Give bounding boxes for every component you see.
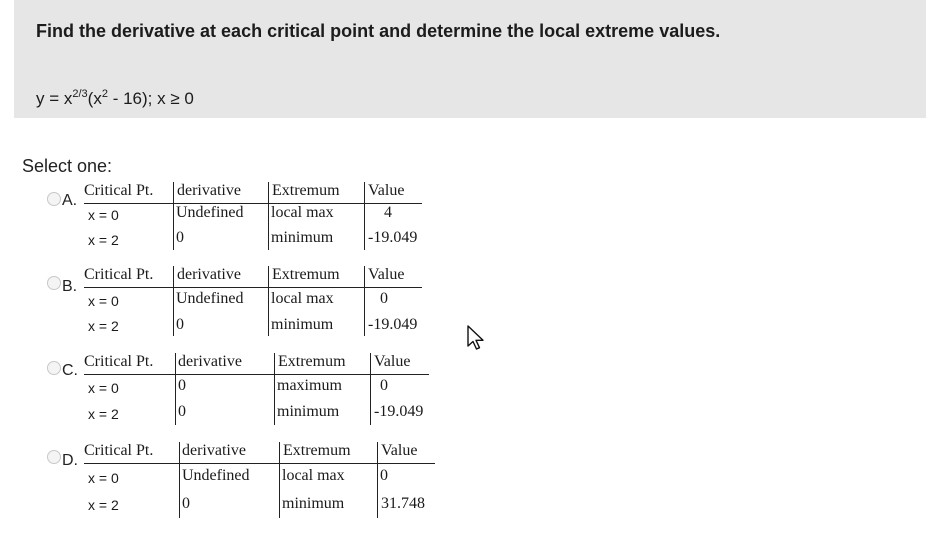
equation-mid: (x <box>87 89 102 108</box>
equation-suffix: - 16); x ≥ 0 <box>107 89 194 108</box>
column-divider <box>364 182 365 250</box>
row-derivative: Undefined <box>176 204 244 221</box>
row-extremum: local max <box>271 290 334 307</box>
header-rule <box>84 463 435 464</box>
row-extremum: local max <box>271 204 334 221</box>
column-divider <box>370 353 371 425</box>
option-d-radio[interactable] <box>47 450 61 464</box>
row-derivative: 0 <box>178 377 186 394</box>
row-derivative: 0 <box>182 495 190 512</box>
row-derivative: Undefined <box>182 467 250 484</box>
row-value: -19.049 <box>368 316 418 333</box>
option-a-radio[interactable] <box>47 192 61 206</box>
row-value: -19.049 <box>374 403 424 420</box>
row-extremum: minimum <box>271 229 334 246</box>
header-derivative: derivative <box>177 266 241 283</box>
header-value: Value <box>381 442 418 459</box>
option-c-radio[interactable] <box>47 361 61 375</box>
row-value: 0 <box>380 377 388 394</box>
equation-exponent: 2/3 <box>72 88 88 100</box>
header-derivative: derivative <box>178 353 242 370</box>
row-extremum: local max <box>282 467 345 484</box>
row-extremum: maximum <box>277 377 342 394</box>
header-value: Value <box>368 182 405 199</box>
row-derivative: Undefined <box>176 290 244 307</box>
question-equation <box>36 88 194 109</box>
row-derivative: 0 <box>176 229 184 246</box>
header-critical: Critical Pt. <box>84 442 154 459</box>
header-rule <box>84 374 429 375</box>
option-letter: D. <box>62 452 78 469</box>
column-divider <box>179 442 180 518</box>
header-rule <box>84 287 422 288</box>
column-divider <box>268 266 269 336</box>
column-divider <box>364 266 365 336</box>
row-value: -19.049 <box>368 229 418 246</box>
row-extremum: minimum <box>271 316 334 333</box>
row-critical-point: x = 2 <box>88 497 119 513</box>
column-divider <box>377 442 378 518</box>
row-extremum: minimum <box>277 403 340 420</box>
option-b-radio[interactable] <box>47 276 61 290</box>
column-divider <box>173 266 174 336</box>
header-critical: Critical Pt. <box>84 182 154 199</box>
equation-prefix: y = x <box>36 89 73 108</box>
header-value: Value <box>368 266 405 283</box>
header-extremum: Extremum <box>283 442 351 459</box>
row-critical-point: x = 2 <box>88 318 119 334</box>
mouse-pointer-icon <box>466 325 486 351</box>
column-divider <box>173 182 174 250</box>
column-divider <box>268 182 269 250</box>
row-extremum: minimum <box>282 495 345 512</box>
header-derivative: derivative <box>182 442 246 459</box>
header-critical: Critical Pt. <box>84 353 154 370</box>
row-value: 4 <box>384 204 392 221</box>
option-letter: A. <box>62 192 78 209</box>
row-value: 0 <box>380 290 388 307</box>
header-value: Value <box>374 353 411 370</box>
row-critical-point: x = 0 <box>88 470 119 486</box>
row-critical-point: x = 2 <box>88 232 119 248</box>
column-divider <box>274 353 275 425</box>
select-one-label: Select one: <box>22 156 113 176</box>
column-divider <box>279 442 280 518</box>
option-letter: C. <box>62 362 78 379</box>
row-critical-point: x = 0 <box>88 293 119 309</box>
header-rule <box>84 203 422 204</box>
row-derivative: 0 <box>178 403 186 420</box>
header-derivative: derivative <box>177 182 241 199</box>
row-value: 0 <box>380 467 388 484</box>
question-title: Find the derivative at each critical point and determine the local extreme values. <box>36 21 721 41</box>
header-extremum: Extremum <box>272 182 340 199</box>
row-critical-point: x = 0 <box>88 207 119 223</box>
header-extremum: Extremum <box>272 266 340 283</box>
equation-exponent-2: 2 <box>101 88 108 100</box>
row-critical-point: x = 0 <box>88 380 119 396</box>
option-letter: B. <box>62 278 78 295</box>
row-derivative: 0 <box>176 316 184 333</box>
question-box <box>14 0 926 118</box>
header-critical: Critical Pt. <box>84 266 154 283</box>
row-value: 31.748 <box>381 495 425 512</box>
column-divider <box>175 353 176 425</box>
header-extremum: Extremum <box>278 353 346 370</box>
row-critical-point: x = 2 <box>88 406 119 422</box>
